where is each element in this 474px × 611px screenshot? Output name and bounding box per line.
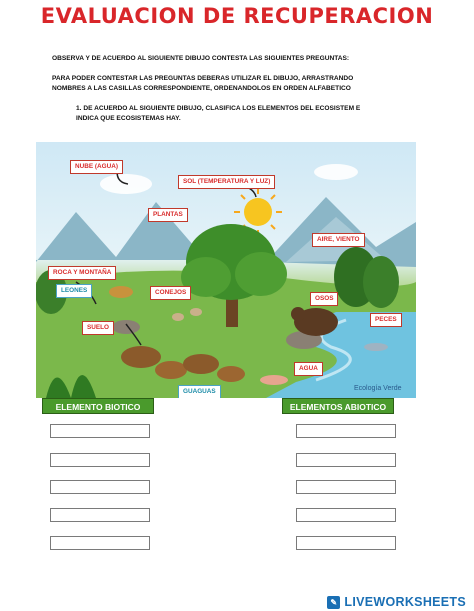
label-sol[interactable]: SOL (TEMPERATURA Y LUZ): [178, 175, 275, 189]
biotic-drop-box-3[interactable]: [50, 480, 150, 494]
label-peces[interactable]: PECES: [370, 313, 402, 327]
label-roca[interactable]: ROCA Y MONTAÑA: [48, 266, 116, 280]
liveworksheets-logo-icon: ✎: [327, 596, 340, 609]
ecosystem-illustration: [36, 142, 416, 398]
label-aire[interactable]: AIRE, VIENTO: [312, 233, 365, 247]
abiotic-drop-box-2[interactable]: [296, 453, 396, 467]
brand-name: LIVEWORKSHEETS: [344, 595, 466, 609]
liveworksheets-footer: [327, 595, 466, 609]
abiotic-drop-box-5[interactable]: [296, 536, 396, 550]
label-conejos[interactable]: CONEJOS: [150, 286, 191, 300]
biotic-drop-box-2[interactable]: [50, 453, 150, 467]
abiotic-drop-box-3[interactable]: [296, 480, 396, 494]
abiotic-drop-box-1[interactable]: [296, 424, 396, 438]
abiotic-drop-box-4[interactable]: [296, 508, 396, 522]
biotic-drop-box-1[interactable]: [50, 424, 150, 438]
question-1-line-1: 1. DE ACUERDO AL SIGUIENTE DIBUJO, CLASIFICA LOS ELEMENTOS DEL ECOSISTEM E: [76, 105, 361, 112]
ecologia-logo: Ecología Verde: [354, 385, 402, 392]
label-agua[interactable]: AGUA: [294, 362, 323, 376]
biotic-column-header: ELEMENTO BIOTICO: [42, 398, 154, 414]
instruction-line-1: OBSERVA Y DE ACUERDO AL SIGUIENTE DIBUJO CONTESTA LAS SIGUIENTES PREGUNTAS:: [52, 55, 350, 62]
instruction-line-3: NOMBRES A LAS CASILLAS CORRESPONDIENTE, ORDENANDOLOS EN ORDEN ALFABETICO: [52, 85, 351, 92]
label-plantas[interactable]: PLANTAS: [148, 208, 188, 222]
page-title: EVALUACION DE RECUPERACION: [40, 4, 434, 28]
biotic-drop-box-4[interactable]: [50, 508, 150, 522]
instruction-line-2: PARA PODER CONTESTAR LAS PREGUNTAS DEBERAS UTILIZAR EL DIBUJO, ARRASTRANDO: [52, 75, 354, 82]
label-nube[interactable]: NUBE (AGUA): [70, 160, 123, 174]
abiotic-column-header: ELEMENTOS ABIOTICO: [282, 398, 394, 414]
label-leones[interactable]: LEONES: [56, 284, 92, 298]
label-guaguas[interactable]: GUAGUAS: [178, 385, 221, 398]
question-1-line-2: INDICA QUE ECOSISTEMAS HAY.: [76, 115, 181, 122]
label-osos[interactable]: OSOS: [310, 292, 338, 306]
biotic-drop-box-5[interactable]: [50, 536, 150, 550]
label-suelo[interactable]: SUELO: [82, 321, 114, 335]
